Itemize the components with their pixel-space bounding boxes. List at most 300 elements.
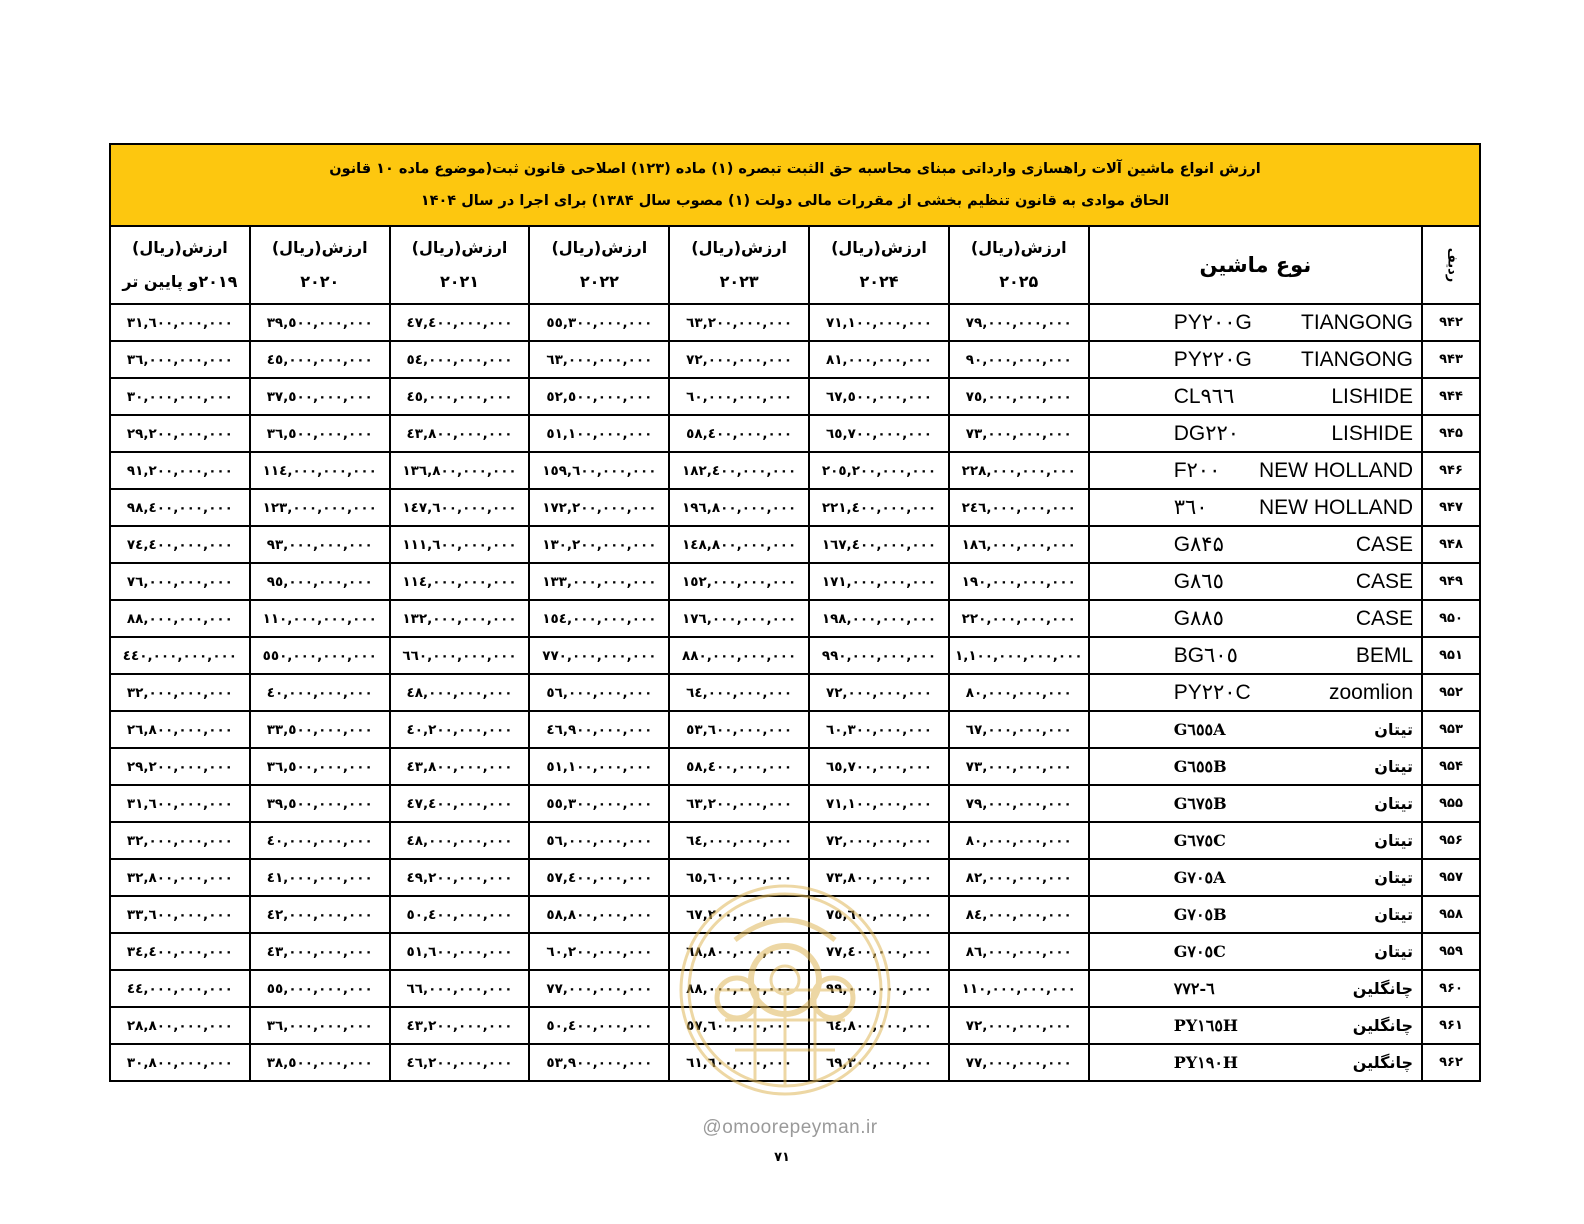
value-cell [250, 489, 390, 526]
value-cell [529, 859, 669, 896]
gear-seal-icon [675, 880, 895, 1100]
value-cell [949, 1044, 1089, 1081]
value-text: ۸۸۰,۰۰۰,۰۰۰,۰۰۰ [682, 647, 797, 664]
value-text: ۱۷۲,۲۰۰,۰۰۰,۰۰۰ [542, 499, 657, 516]
row-index-cell: ۹۵۱ [1422, 637, 1480, 674]
row-index-cell: ۹۵۳ [1422, 711, 1480, 748]
value-cell [949, 785, 1089, 822]
value-cell [529, 970, 669, 1007]
machine-brand: LISHIDE [1331, 421, 1414, 445]
table-row [110, 526, 1480, 563]
machine-type-cell [1089, 748, 1422, 785]
value-cell [949, 896, 1089, 933]
value-text: ۸۰,۰۰۰,۰۰۰,۰۰۰ [965, 832, 1072, 849]
website-watermark: @omoorepeyman.ir [702, 1117, 878, 1138]
machine-brand: CASE [1355, 532, 1414, 556]
value-text: ٥٥۰,۰۰۰,۰۰۰,۰۰۰ [262, 647, 377, 664]
value-text: ۳۰,۰۰۰,۰۰۰,۰۰۰ [126, 388, 233, 405]
value-cell [529, 822, 669, 859]
machine-type-cell [1089, 637, 1422, 674]
value-cell [809, 637, 949, 674]
value-cell [529, 748, 669, 785]
value-cell [949, 674, 1089, 711]
machine-model: G٦٥٥B [1173, 757, 1227, 776]
value-cell [949, 563, 1089, 600]
machine-model: G٦۷٥B [1173, 794, 1227, 813]
machine-brand: تیتان [1374, 942, 1414, 961]
machine-type-cell [1089, 341, 1422, 378]
value-text: ۷۱,۱۰۰,۰۰۰,۰۰۰ [825, 795, 932, 812]
machine-brand: تیتان [1374, 831, 1414, 850]
value-text: ٥۸,۸۰۰,۰۰۰,۰۰۰ [546, 906, 653, 923]
value-text: ۹۱,۲۰۰,۰۰۰,۰۰۰ [126, 462, 233, 479]
value-cell [529, 1007, 669, 1044]
machine-brand: NEW HOLLAND [1259, 495, 1414, 519]
value-cell [250, 896, 390, 933]
value-cell [809, 563, 949, 600]
value-cell [390, 896, 530, 933]
value-cell [529, 785, 669, 822]
value-cell [949, 970, 1089, 1007]
header-year-2025: ارزش(ریال) ۲۰۲۵ [949, 226, 1089, 304]
machine-model: PY۲۰۰G [1173, 311, 1252, 334]
table-title [110, 144, 1480, 226]
machine-type-cell [1089, 970, 1422, 1007]
value-cell [110, 341, 250, 378]
value-text: ۱۱۰,۰۰۰,۰۰۰,۰۰۰ [262, 610, 377, 627]
machine-brand: TIANGONG [1301, 310, 1414, 334]
table-row [110, 785, 1480, 822]
value-cell [110, 378, 250, 415]
machine-brand: zoomlion [1328, 680, 1414, 704]
value-cell [809, 452, 949, 489]
value-cell [390, 600, 530, 637]
table-row [110, 489, 1480, 526]
header-year-2024: ارزش(ریال) ۲۰۲۴ [809, 226, 949, 304]
value-cell [390, 748, 530, 785]
value-text: ٦۳,۰۰۰,۰۰۰,۰۰۰ [546, 351, 653, 368]
value-text: ۲٦,۸۰۰,۰۰۰,۰۰۰ [126, 721, 233, 738]
value-cell [390, 526, 530, 563]
machine-type-cell [1089, 933, 1422, 970]
value-text: ۷۲,۰۰۰,۰۰۰,۰۰۰ [825, 832, 932, 849]
title-line-1: ارزش انواع ماشین آلات راهسازی وارداتی مبنای محاسبه حق الثبت تبصره (۱) ماده (۱۲۳) اصلاحی قانون ثبت(موضوع ماده ۱۰ قانون [329, 161, 1261, 177]
value-text: ۱,۱۰۰,۰۰۰,۰۰۰,۰۰۰ [954, 647, 1083, 664]
value-text: ٤۰,۲۰۰,۰۰۰,۰۰۰ [406, 721, 513, 738]
row-index-cell: ۹۵۴ [1422, 748, 1480, 785]
value-cell [390, 674, 530, 711]
value-cell [250, 341, 390, 378]
machine-type-cell [1089, 563, 1422, 600]
value-text: ٤۳,۰۰۰,۰۰۰,۰۰۰ [266, 943, 373, 960]
value-cell [529, 933, 669, 970]
value-text: ۷۹,۰۰۰,۰۰۰,۰۰۰ [965, 314, 1072, 331]
value-cell [390, 637, 530, 674]
value-text: ۹۸,٤۰۰,۰۰۰,۰۰۰ [126, 499, 233, 516]
value-text: ۲۲۰,۰۰۰,۰۰۰,۰۰۰ [961, 610, 1076, 627]
value-cell [390, 489, 530, 526]
value-text: ۳٦,۰۰۰,۰۰۰,۰۰۰ [266, 1017, 373, 1034]
value-cell [809, 489, 949, 526]
value-cell [250, 859, 390, 896]
value-cell [390, 452, 530, 489]
value-text: ۷۱,۱۰۰,۰۰۰,۰۰۰ [825, 314, 932, 331]
value-text: ۳٤,٤۰۰,۰۰۰,۰۰۰ [126, 943, 233, 960]
value-text: ۲٤٦,۰۰۰,۰۰۰,۰۰۰ [961, 499, 1076, 516]
value-text: ۹۳,۰۰۰,۰۰۰,۰۰۰ [266, 536, 373, 553]
value-text: ٤۸,۰۰۰,۰۰۰,۰۰۰ [406, 684, 513, 701]
value-cell [250, 674, 390, 711]
value-text: ٥۸,٤۰۰,۰۰۰,۰۰۰ [686, 425, 793, 442]
value-cell [250, 970, 390, 1007]
value-cell [110, 637, 250, 674]
value-cell [390, 970, 530, 1007]
row-index-cell: ۹۴۲ [1422, 304, 1480, 341]
row-index-cell: ۹۴۳ [1422, 341, 1480, 378]
machine-type-cell [1089, 489, 1422, 526]
value-cell [669, 378, 809, 415]
value-cell [110, 304, 250, 341]
header-machine-type: نوع ماشین [1089, 226, 1422, 304]
machine-brand: TIANGONG [1301, 347, 1414, 371]
value-cell [669, 785, 809, 822]
row-index-cell: ۹۴۷ [1422, 489, 1480, 526]
value-text: ۷۹,۰۰۰,۰۰۰,۰۰۰ [965, 795, 1072, 812]
machine-model: G۸٦٥ [1173, 570, 1224, 593]
value-text: ٦۰,۳۰۰,۰۰۰,۰۰۰ [825, 721, 932, 738]
machine-brand: LISHIDE [1331, 384, 1414, 408]
machine-type-cell [1089, 822, 1422, 859]
value-text: ۷۷۰,۰۰۰,۰۰۰,۰۰۰ [542, 647, 657, 664]
machine-model: PY۲۲۰G [1173, 348, 1252, 371]
value-text: ٥۷,٤۰۰,۰۰۰,۰۰۰ [546, 869, 653, 886]
value-text: ۷۳,۸۰۰,۰۰۰,۰۰۰ [825, 869, 932, 886]
value-cell [529, 452, 669, 489]
value-text: ٤۷,٤۰۰,۰۰۰,۰۰۰ [406, 795, 513, 812]
machine-type-cell [1089, 711, 1422, 748]
value-cell [250, 785, 390, 822]
value-cell [809, 748, 949, 785]
value-text: ٤۹,۲۰۰,۰۰۰,۰۰۰ [406, 869, 513, 886]
value-text: ٦٦۰,۰۰۰,۰۰۰,۰۰۰ [402, 647, 517, 664]
value-cell [949, 822, 1089, 859]
row-index-cell: ۹۴۵ [1422, 415, 1480, 452]
row-index-cell: ۹۴۸ [1422, 526, 1480, 563]
value-text: ٤۳,۸۰۰,۰۰۰,۰۰۰ [406, 758, 513, 775]
value-cell [809, 378, 949, 415]
value-cell [949, 341, 1089, 378]
value-cell [809, 304, 949, 341]
value-text: ۳۲,۰۰۰,۰۰۰,۰۰۰ [126, 684, 233, 701]
value-text: ٦٥,٦۰۰,۰۰۰,۰۰۰ [686, 869, 793, 886]
value-text: ۱٤۸,۸۰۰,۰۰۰,۰۰۰ [682, 536, 797, 553]
machine-model: BG٦۰٥ [1173, 644, 1238, 667]
value-text: ۱٤۷,٦۰۰,۰۰۰,۰۰۰ [402, 499, 517, 516]
row-index-cell: ۹۴۶ [1422, 452, 1480, 489]
value-text: ٤٤۰,۰۰۰,۰۰۰,۰۰۰ [122, 647, 238, 664]
value-cell [809, 822, 949, 859]
row-index-cell: ۹۵۶ [1422, 822, 1480, 859]
value-text: ۷٥,٦۰۰,۰۰۰,۰۰۰ [825, 906, 932, 923]
value-text: ۷۷,۰۰۰,۰۰۰,۰۰۰ [546, 980, 653, 997]
value-text: ۱۹٦,۸۰۰,۰۰۰,۰۰۰ [682, 499, 797, 516]
title-row [110, 144, 1480, 226]
value-text: ۷۷,٤۰۰,۰۰۰,۰۰۰ [825, 943, 932, 960]
value-text: ٤٥,۰۰۰,۰۰۰,۰۰۰ [266, 351, 373, 368]
value-text: ٦۰,۲۰۰,۰۰۰,۰۰۰ [546, 943, 653, 960]
value-text: ٤٦,۲۰۰,۰۰۰,۰۰۰ [406, 1054, 513, 1071]
table-row [110, 748, 1480, 785]
value-text: ۱۷٦,۰۰۰,۰۰۰,۰۰۰ [682, 610, 797, 627]
value-text: ۸۲,۰۰۰,۰۰۰,۰۰۰ [965, 869, 1072, 886]
value-text: ۳٦,۰۰۰,۰۰۰,۰۰۰ [126, 351, 233, 368]
value-text: ۱۱۱,٦۰۰,۰۰۰,۰۰۰ [402, 536, 517, 553]
value-text: ٤٥,۰۰۰,۰۰۰,۰۰۰ [406, 388, 513, 405]
value-cell [529, 637, 669, 674]
row-index-cell: ۹۵۰ [1422, 600, 1480, 637]
value-text: ۱۳٦,۸۰۰,۰۰۰,۰۰۰ [402, 462, 517, 479]
value-cell [110, 785, 250, 822]
value-text: ۲۹,۲۰۰,۰۰۰,۰۰۰ [126, 425, 233, 442]
table-row [110, 674, 1480, 711]
header-row-index: ردیف [1422, 226, 1480, 304]
machine-model: F۲۰۰ [1173, 459, 1221, 482]
value-cell [250, 748, 390, 785]
machine-model: PY۱٦٥H [1173, 1016, 1239, 1035]
row-index-cell: ۹۶۱ [1422, 1007, 1480, 1044]
value-cell [949, 452, 1089, 489]
value-cell [390, 341, 530, 378]
value-cell [110, 822, 250, 859]
value-cell [110, 711, 250, 748]
value-cell [250, 378, 390, 415]
machine-brand: تیتان [1374, 720, 1414, 739]
table-row [110, 452, 1480, 489]
value-text: ۱۱٤,۰۰۰,۰۰۰,۰۰۰ [262, 462, 377, 479]
value-cell [390, 933, 530, 970]
value-text: ۱۱۰,۰۰۰,۰۰۰,۰۰۰ [961, 980, 1076, 997]
value-cell [250, 933, 390, 970]
value-cell [949, 711, 1089, 748]
value-text: ٤۰,۰۰۰,۰۰۰,۰۰۰ [266, 832, 373, 849]
value-cell [110, 933, 250, 970]
table-row [110, 378, 1480, 415]
table-row [110, 711, 1480, 748]
machine-brand: BEML [1355, 643, 1414, 667]
value-cell [809, 600, 949, 637]
value-text: ۱٥۹,٦۰۰,۰۰۰,۰۰۰ [542, 462, 657, 479]
value-text: ۳۰,۸۰۰,۰۰۰,۰۰۰ [126, 1054, 233, 1071]
value-text: ٥۳,٦۰۰,۰۰۰,۰۰۰ [686, 721, 793, 738]
value-cell [529, 600, 669, 637]
value-text: ٤۳,۸۰۰,۰۰۰,۰۰۰ [406, 425, 513, 442]
value-cell [529, 304, 669, 341]
machine-model: G۷۰٥A [1173, 868, 1226, 887]
table-row [110, 563, 1480, 600]
machine-type-cell [1089, 452, 1422, 489]
header-year-2023: ارزش(ریال) ۲۰۲۳ [669, 226, 809, 304]
value-text: ٦۱,٦۰۰,۰۰۰,۰۰۰ [686, 1054, 793, 1071]
machine-brand: چانگلین [1352, 1053, 1414, 1072]
value-cell [250, 526, 390, 563]
value-cell [949, 637, 1089, 674]
value-text: ٥٥,۳۰۰,۰۰۰,۰۰۰ [546, 795, 653, 812]
value-text: ۸۸,۰۰۰,۰۰۰,۰۰۰ [686, 980, 793, 997]
value-text: ۳٦,٥۰۰,۰۰۰,۰۰۰ [266, 425, 373, 442]
row-index-cell: ۹۵۸ [1422, 896, 1480, 933]
machine-type-cell [1089, 859, 1422, 896]
value-text: ٦۷,۲۰۰,۰۰۰,۰۰۰ [686, 906, 793, 923]
value-text: ۳۱,٦۰۰,۰۰۰,۰۰۰ [126, 314, 233, 331]
value-text: ٦٤,۸۰۰,۰۰۰,۰۰۰ [825, 1017, 932, 1034]
value-cell [669, 415, 809, 452]
value-text: ٥۳,۹۰۰,۰۰۰,۰۰۰ [546, 1054, 653, 1071]
value-text: ٦٤,۰۰۰,۰۰۰,۰۰۰ [686, 832, 793, 849]
value-text: ۱۳۲,۰۰۰,۰۰۰,۰۰۰ [402, 610, 517, 627]
table-row [110, 637, 1480, 674]
value-cell [669, 748, 809, 785]
value-text: ۸۰,۰۰۰,۰۰۰,۰۰۰ [965, 684, 1072, 701]
machine-model: DG۲۲۰ [1173, 422, 1240, 445]
value-cell [809, 526, 949, 563]
row-index-cell: ۹۵۹ [1422, 933, 1480, 970]
machine-brand: NEW HOLLAND [1259, 458, 1414, 482]
value-cell [669, 526, 809, 563]
value-cell [390, 378, 530, 415]
machine-type-cell [1089, 1044, 1422, 1081]
title-line-2: الحاق موادی به قانون تنظیم بخشی از مقررات مالی دولت (۱) مصوب سال ۱۳۸۴) برای اجرا در سال ۱۴۰۴ [420, 193, 1170, 209]
header-row [110, 226, 1480, 304]
value-cell [110, 452, 250, 489]
value-cell [390, 563, 530, 600]
value-text: ۱٥۲,۰۰۰,۰۰۰,۰۰۰ [682, 573, 797, 590]
machine-model: PY۲۲۰C [1173, 681, 1251, 704]
table-row [110, 822, 1480, 859]
value-text: ۷۷,۰۰۰,۰۰۰,۰۰۰ [965, 1054, 1072, 1071]
value-text: ۱۸٦,۰۰۰,۰۰۰,۰۰۰ [961, 536, 1076, 553]
header-year-2022: ارزش(ریال) ۲۰۲۲ [529, 226, 669, 304]
value-cell [949, 378, 1089, 415]
value-text: ٦٥,۷۰۰,۰۰۰,۰۰۰ [825, 425, 932, 442]
machine-type-cell [1089, 785, 1422, 822]
value-cell [250, 452, 390, 489]
value-cell [250, 563, 390, 600]
machine-type-cell [1089, 1007, 1422, 1044]
machine-type-cell [1089, 896, 1422, 933]
value-cell [809, 341, 949, 378]
machine-type-cell [1089, 600, 1422, 637]
machine-brand: چانگلین [1352, 979, 1414, 998]
value-text: ۸٦,۰۰۰,۰۰۰,۰۰۰ [965, 943, 1072, 960]
machine-model: G۸۸٥ [1173, 607, 1224, 630]
machine-type-cell [1089, 674, 1422, 711]
value-text: ۷٤,٤۰۰,۰۰۰,۰۰۰ [126, 536, 233, 553]
value-text: ۳۹,٥۰۰,۰۰۰,۰۰۰ [266, 314, 373, 331]
row-index-cell: ۹۵۷ [1422, 859, 1480, 896]
value-text: ٦۰,۰۰۰,۰۰۰,۰۰۰ [686, 388, 793, 405]
value-cell [949, 526, 1089, 563]
value-text: ٦٥,۷۰۰,۰۰۰,۰۰۰ [825, 758, 932, 775]
machine-brand: تیتان [1374, 868, 1414, 887]
value-text: ۷٥,۰۰۰,۰۰۰,۰۰۰ [965, 388, 1072, 405]
machine-model: CL۹٦٦ [1173, 385, 1235, 408]
value-text: ٤۷,٤۰۰,۰۰۰,۰۰۰ [406, 314, 513, 331]
value-text: ۳۳,٥۰۰,۰۰۰,۰۰۰ [266, 721, 373, 738]
machine-model: G٦٥٥A [1173, 720, 1226, 739]
value-cell [949, 600, 1089, 637]
value-cell [250, 304, 390, 341]
value-text: ۲۹,۲۰۰,۰۰۰,۰۰۰ [126, 758, 233, 775]
value-text: ۱۳۳,۰۰۰,۰۰۰,۰۰۰ [542, 573, 657, 590]
value-cell [110, 859, 250, 896]
table-row [110, 415, 1480, 452]
value-text: ۳۳,٦۰۰,۰۰۰,۰۰۰ [126, 906, 233, 923]
value-text: ۹٥,۰۰۰,۰۰۰,۰۰۰ [266, 573, 373, 590]
value-text: ۳۸,٥۰۰,۰۰۰,۰۰۰ [266, 1054, 373, 1071]
value-text: ۱۸۲,٤۰۰,۰۰۰,۰۰۰ [682, 462, 797, 479]
value-cell [529, 1044, 669, 1081]
value-text: ۱۹۸,۰۰۰,۰۰۰,۰۰۰ [821, 610, 937, 627]
value-text: ٦۹,۳۰۰,۰۰۰,۰۰۰ [825, 1054, 932, 1071]
machine-brand: CASE [1355, 606, 1414, 630]
value-cell [669, 711, 809, 748]
value-text: ۱۲۳,۰۰۰,۰۰۰,۰۰۰ [262, 499, 377, 516]
value-cell [669, 600, 809, 637]
value-text: ۷۲,۰۰۰,۰۰۰,۰۰۰ [825, 684, 932, 701]
value-cell [949, 489, 1089, 526]
machine-brand: تیتان [1374, 905, 1414, 924]
value-text: ۳۹,٥۰۰,۰۰۰,۰۰۰ [266, 795, 373, 812]
machine-model: G۷۰٥C [1173, 942, 1226, 961]
value-cell [250, 1007, 390, 1044]
value-text: ٤٦,۹۰۰,۰۰۰,۰۰۰ [546, 721, 653, 738]
value-cell [110, 415, 250, 452]
value-text: ٤۳,۲۰۰,۰۰۰,۰۰۰ [406, 1017, 513, 1034]
value-text: ۹۹۰,۰۰۰,۰۰۰,۰۰۰ [821, 647, 937, 664]
value-text: ۳۱,٦۰۰,۰۰۰,۰۰۰ [126, 795, 233, 812]
value-cell [390, 785, 530, 822]
machine-model: G٦۷٥C [1173, 831, 1226, 850]
machine-model: ۳٦۰ [1173, 496, 1208, 519]
value-cell [949, 859, 1089, 896]
value-text: ٤۰,۰۰۰,۰۰۰,۰۰۰ [266, 684, 373, 701]
machine-type-cell [1089, 526, 1422, 563]
value-text: ۲۸,۸۰۰,۰۰۰,۰۰۰ [126, 1017, 233, 1034]
value-cell [669, 452, 809, 489]
value-text: ٥٦,۰۰۰,۰۰۰,۰۰۰ [546, 684, 653, 701]
value-cell [390, 822, 530, 859]
value-cell [250, 415, 390, 452]
value-cell [529, 674, 669, 711]
value-cell [250, 600, 390, 637]
value-text: ٥٥,۳۰۰,۰۰۰,۰۰۰ [546, 314, 653, 331]
value-text: ۹۰,۰۰۰,۰۰۰,۰۰۰ [965, 351, 1072, 368]
value-text: ٥۸,٤۰۰,۰۰۰,۰۰۰ [686, 758, 793, 775]
value-text: ۸٤,۰۰۰,۰۰۰,۰۰۰ [965, 906, 1072, 923]
header-year-2021: ارزش(ریال) ۲۰۲۱ [390, 226, 530, 304]
machine-brand: تیتان [1374, 757, 1414, 776]
value-cell [390, 1044, 530, 1081]
value-text: ۷۲,۰۰۰,۰۰۰,۰۰۰ [965, 1017, 1072, 1034]
value-cell [809, 415, 949, 452]
value-text: ۱۳۰,۲۰۰,۰۰۰,۰۰۰ [542, 536, 657, 553]
machine-model: ۷۷۲-٦ [1173, 979, 1215, 998]
value-text: ٦۷,۰۰۰,۰۰۰,۰۰۰ [965, 721, 1072, 738]
value-cell [809, 785, 949, 822]
value-cell [669, 563, 809, 600]
value-text: ۷٦,۰۰۰,۰۰۰,۰۰۰ [126, 573, 233, 590]
value-text: ۳۲,۰۰۰,۰۰۰,۰۰۰ [126, 832, 233, 849]
